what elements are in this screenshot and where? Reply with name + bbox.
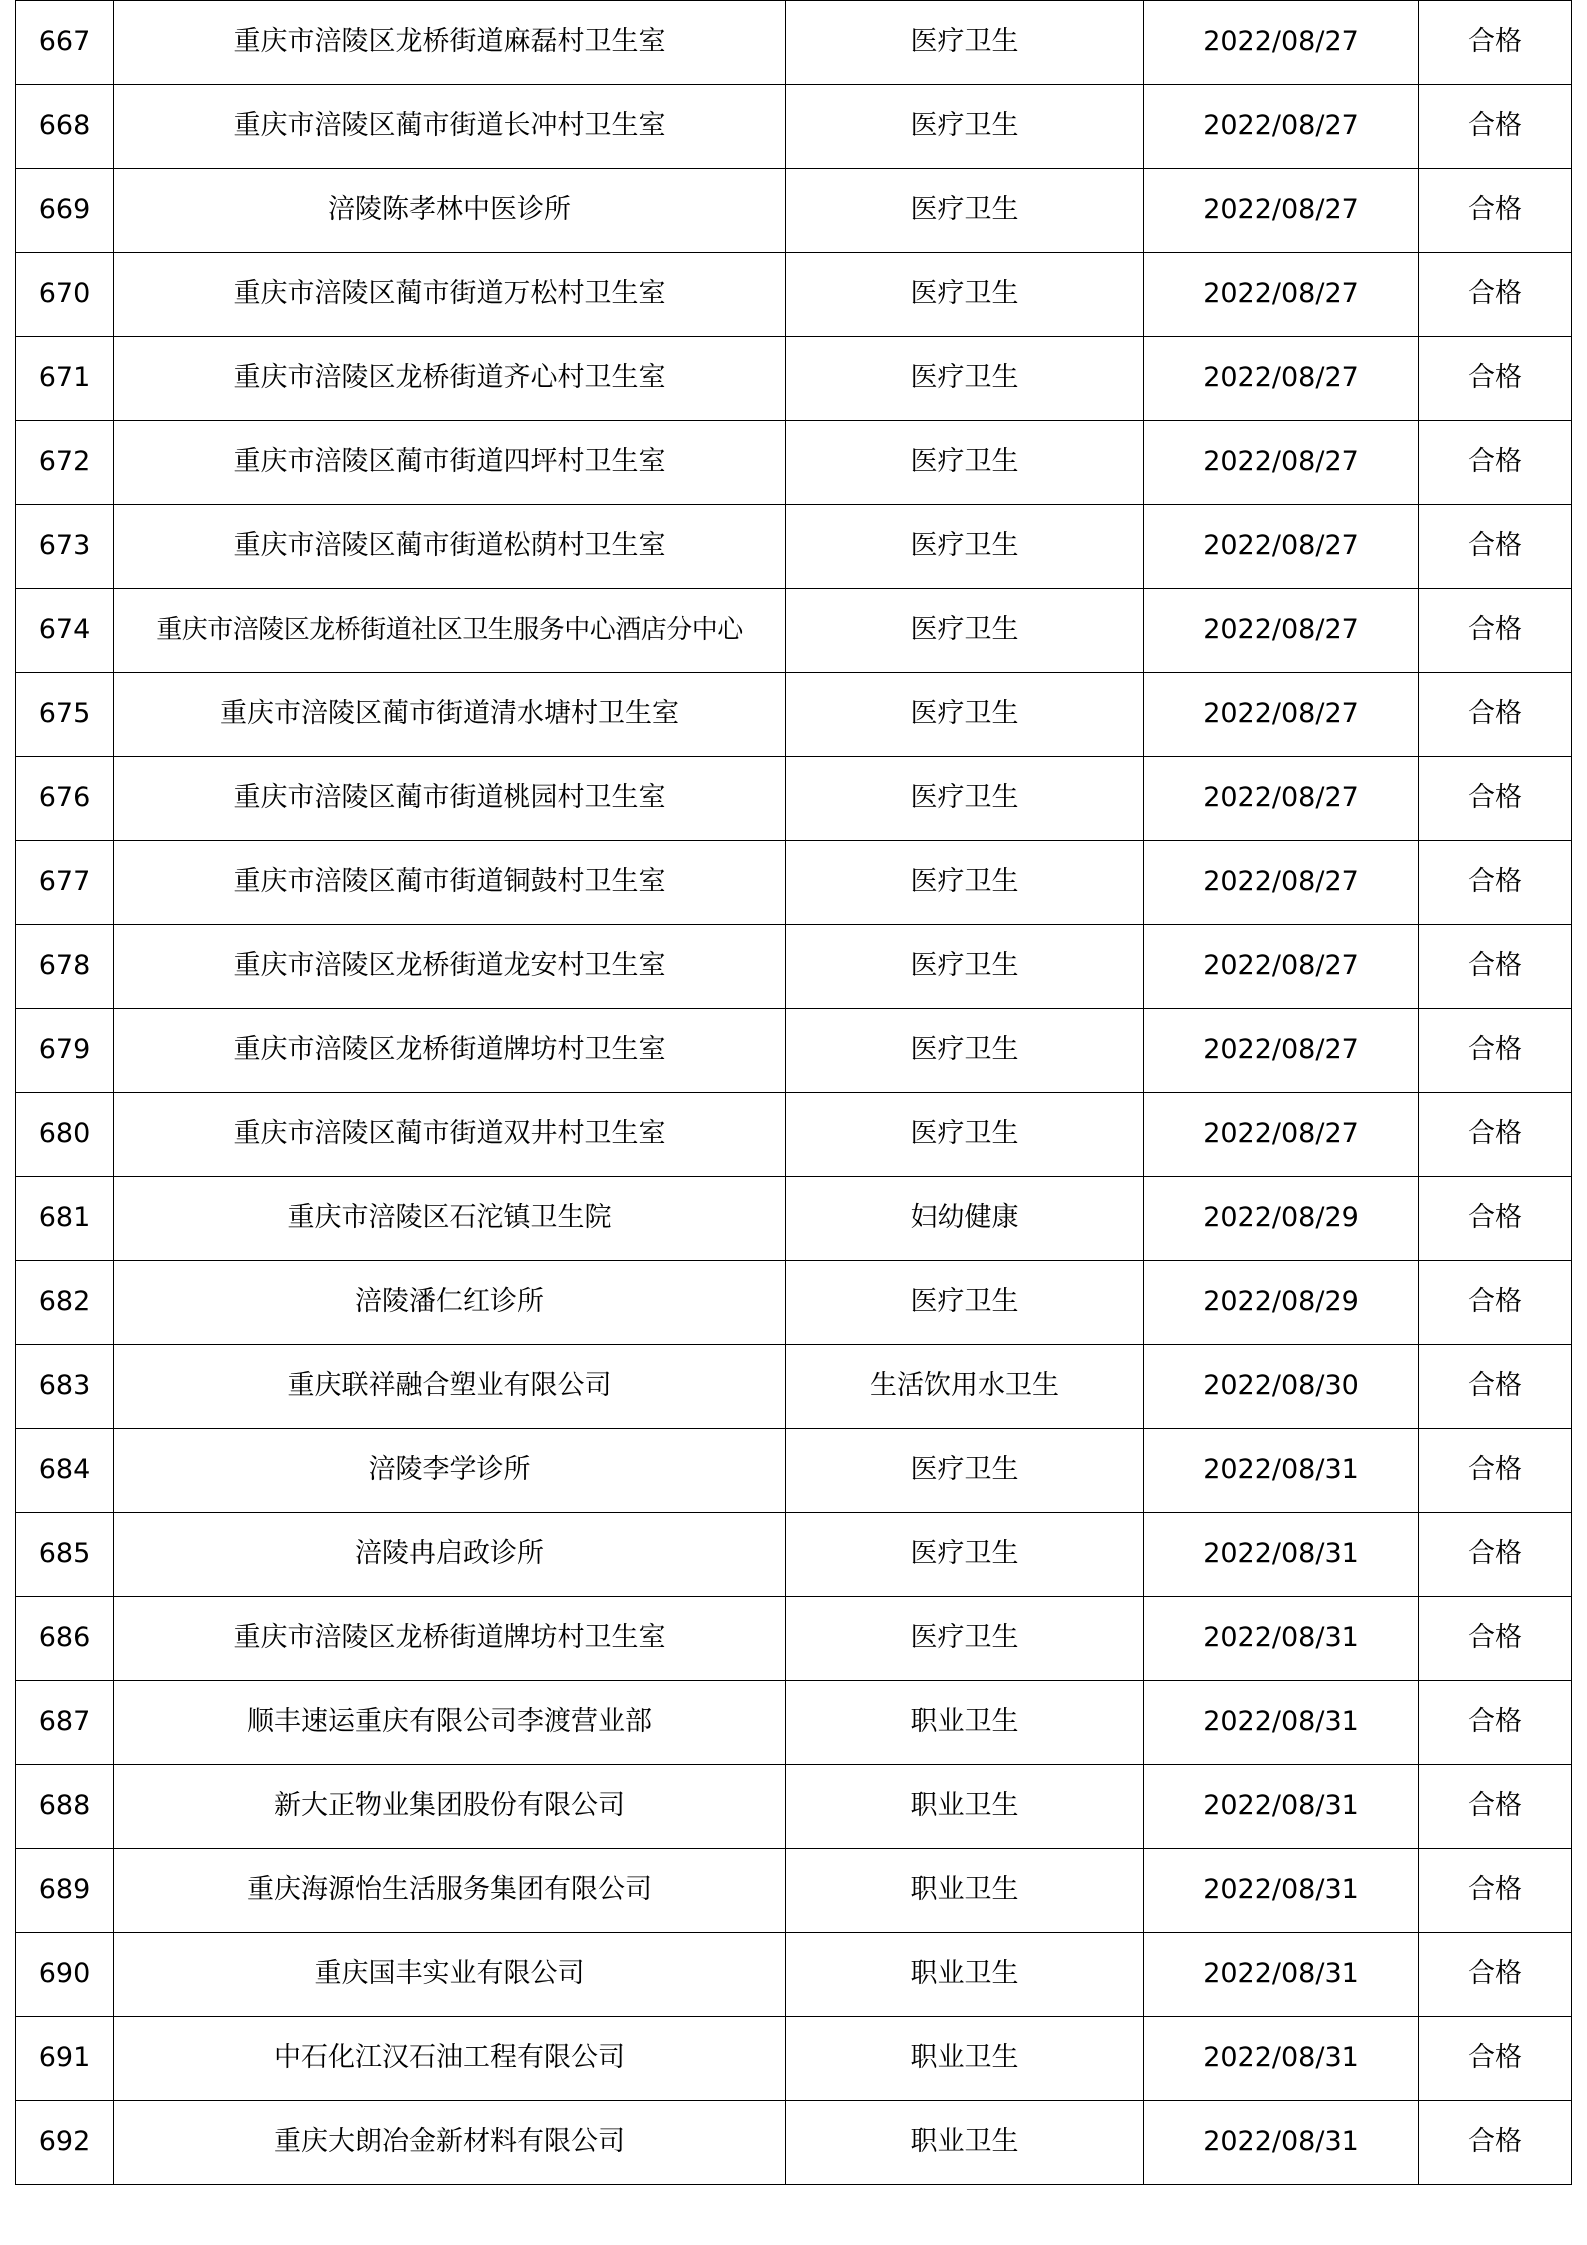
table-row (16, 2101, 1572, 2185)
organization-name-cell: 重庆市涪陵区龙桥街道牌坊村卫生室 (114, 1597, 786, 1681)
inspection-date-cell: 2022/08/31 (1144, 1681, 1419, 1765)
organization-name-cell: 新大正物业集团股份有限公司 (114, 1765, 786, 1849)
table-row (16, 1261, 1572, 1345)
organization-name-cell: 重庆市涪陵区蔺市街道四坪村卫生室 (114, 421, 786, 505)
inspection-date-cell: 2022/08/27 (1144, 589, 1419, 673)
category-cell: 医疗卫生 (786, 925, 1144, 1009)
organization-name-cell: 中石化江汉石油工程有限公司 (114, 2017, 786, 2101)
serial-number-cell: 687 (16, 1681, 114, 1765)
category-cell: 医疗卫生 (786, 253, 1144, 337)
result-cell: 合格 (1419, 1429, 1572, 1513)
serial-number-cell: 674 (16, 589, 114, 673)
result-cell: 合格 (1419, 337, 1572, 421)
category-cell: 医疗卫生 (786, 505, 1144, 589)
result-cell: 合格 (1419, 85, 1572, 169)
table-row (16, 1513, 1572, 1597)
category-cell: 职业卫生 (786, 1765, 1144, 1849)
serial-number-cell: 673 (16, 505, 114, 589)
table-row (16, 757, 1572, 841)
organization-name-cell: 重庆市涪陵区龙桥街道齐心村卫生室 (114, 337, 786, 421)
inspection-date-cell: 2022/08/31 (1144, 1933, 1419, 2017)
table-row (16, 1009, 1572, 1093)
category-cell: 职业卫生 (786, 2101, 1144, 2185)
inspection-records-table (15, 0, 1572, 2185)
category-cell: 职业卫生 (786, 1849, 1144, 1933)
category-cell: 职业卫生 (786, 1933, 1144, 2017)
organization-name-cell: 涪陵冉启政诊所 (114, 1513, 786, 1597)
serial-number-cell: 692 (16, 2101, 114, 2185)
category-cell: 医疗卫生 (786, 421, 1144, 505)
organization-name-cell: 重庆联祥融合塑业有限公司 (114, 1345, 786, 1429)
inspection-date-cell: 2022/08/31 (1144, 1765, 1419, 1849)
category-cell: 医疗卫生 (786, 1261, 1144, 1345)
result-cell: 合格 (1419, 169, 1572, 253)
result-cell: 合格 (1419, 925, 1572, 1009)
inspection-date-cell: 2022/08/27 (1144, 253, 1419, 337)
result-cell: 合格 (1419, 1933, 1572, 2017)
inspection-date-cell: 2022/08/31 (1144, 2101, 1419, 2185)
inspection-date-cell: 2022/08/29 (1144, 1177, 1419, 1261)
inspection-date-cell: 2022/08/27 (1144, 505, 1419, 589)
inspection-date-cell: 2022/08/30 (1144, 1345, 1419, 1429)
organization-name-cell: 重庆市涪陵区龙桥街道牌坊村卫生室 (114, 1009, 786, 1093)
table-row (16, 1, 1572, 85)
table-row (16, 1849, 1572, 1933)
serial-number-cell: 667 (16, 1, 114, 85)
serial-number-cell: 689 (16, 1849, 114, 1933)
category-cell: 医疗卫生 (786, 841, 1144, 925)
serial-number-cell: 669 (16, 169, 114, 253)
result-cell: 合格 (1419, 253, 1572, 337)
serial-number-cell: 690 (16, 1933, 114, 2017)
result-cell: 合格 (1419, 1849, 1572, 1933)
table-row (16, 421, 1572, 505)
result-cell: 合格 (1419, 1093, 1572, 1177)
inspection-date-cell: 2022/08/31 (1144, 2017, 1419, 2101)
serial-number-cell: 688 (16, 1765, 114, 1849)
category-cell: 医疗卫生 (786, 337, 1144, 421)
category-cell: 医疗卫生 (786, 1009, 1144, 1093)
table-row (16, 1345, 1572, 1429)
inspection-date-cell: 2022/08/27 (1144, 337, 1419, 421)
organization-name-cell: 重庆市涪陵区龙桥街道社区卫生服务中心酒店分中心 (114, 589, 786, 673)
organization-name-cell: 重庆国丰实业有限公司 (114, 1933, 786, 2017)
category-cell: 妇幼健康 (786, 1177, 1144, 1261)
organization-name-cell: 重庆市涪陵区蔺市街道松荫村卫生室 (114, 505, 786, 589)
serial-number-cell: 682 (16, 1261, 114, 1345)
category-cell: 医疗卫生 (786, 85, 1144, 169)
organization-name-cell: 重庆市涪陵区石沱镇卫生院 (114, 1177, 786, 1261)
inspection-date-cell: 2022/08/27 (1144, 85, 1419, 169)
table-row (16, 1093, 1572, 1177)
organization-name-cell: 顺丰速运重庆有限公司李渡营业部 (114, 1681, 786, 1765)
result-cell: 合格 (1419, 2101, 1572, 2185)
serial-number-cell: 668 (16, 85, 114, 169)
result-cell: 合格 (1419, 421, 1572, 505)
serial-number-cell: 671 (16, 337, 114, 421)
organization-name-cell: 重庆市涪陵区蔺市街道长冲村卫生室 (114, 85, 786, 169)
table-row (16, 1765, 1572, 1849)
serial-number-cell: 681 (16, 1177, 114, 1261)
category-cell: 医疗卫生 (786, 169, 1144, 253)
category-cell: 医疗卫生 (786, 1093, 1144, 1177)
inspection-date-cell: 2022/08/27 (1144, 1, 1419, 85)
table-row (16, 1429, 1572, 1513)
serial-number-cell: 691 (16, 2017, 114, 2101)
organization-name-cell: 涪陵潘仁红诊所 (114, 1261, 786, 1345)
result-cell: 合格 (1419, 1765, 1572, 1849)
table-row (16, 253, 1572, 337)
result-cell: 合格 (1419, 505, 1572, 589)
organization-name-cell: 重庆市涪陵区蔺市街道万松村卫生室 (114, 253, 786, 337)
table-row (16, 85, 1572, 169)
serial-number-cell: 685 (16, 1513, 114, 1597)
category-cell: 医疗卫生 (786, 1429, 1144, 1513)
serial-number-cell: 684 (16, 1429, 114, 1513)
inspection-date-cell: 2022/08/27 (1144, 757, 1419, 841)
category-cell: 生活饮用水卫生 (786, 1345, 1144, 1429)
category-cell: 职业卫生 (786, 2017, 1144, 2101)
table-body (16, 1, 1572, 2185)
result-cell: 合格 (1419, 1597, 1572, 1681)
result-cell: 合格 (1419, 1513, 1572, 1597)
category-cell: 医疗卫生 (786, 1597, 1144, 1681)
category-cell: 医疗卫生 (786, 673, 1144, 757)
category-cell: 职业卫生 (786, 1681, 1144, 1765)
serial-number-cell: 676 (16, 757, 114, 841)
table-row (16, 841, 1572, 925)
serial-number-cell: 672 (16, 421, 114, 505)
organization-name-cell: 重庆市涪陵区龙桥街道龙安村卫生室 (114, 925, 786, 1009)
inspection-date-cell: 2022/08/27 (1144, 673, 1419, 757)
category-cell: 医疗卫生 (786, 1513, 1144, 1597)
result-cell: 合格 (1419, 1345, 1572, 1429)
inspection-date-cell: 2022/08/27 (1144, 169, 1419, 253)
table-row (16, 505, 1572, 589)
serial-number-cell: 683 (16, 1345, 114, 1429)
table-row (16, 925, 1572, 1009)
table-row (16, 673, 1572, 757)
organization-name-cell: 涪陵陈孝林中医诊所 (114, 169, 786, 253)
inspection-date-cell: 2022/08/29 (1144, 1261, 1419, 1345)
organization-name-cell: 重庆市涪陵区蔺市街道双井村卫生室 (114, 1093, 786, 1177)
table-row (16, 2017, 1572, 2101)
inspection-date-cell: 2022/08/27 (1144, 421, 1419, 505)
serial-number-cell: 679 (16, 1009, 114, 1093)
serial-number-cell: 670 (16, 253, 114, 337)
organization-name-cell: 重庆市涪陵区蔺市街道铜鼓村卫生室 (114, 841, 786, 925)
organization-name-cell: 重庆市涪陵区龙桥街道麻磊村卫生室 (114, 1, 786, 85)
organization-name-cell: 重庆市涪陵区蔺市街道桃园村卫生室 (114, 757, 786, 841)
serial-number-cell: 678 (16, 925, 114, 1009)
organization-name-cell: 重庆市涪陵区蔺市街道清水塘村卫生室 (114, 673, 786, 757)
table-row (16, 169, 1572, 253)
inspection-date-cell: 2022/08/31 (1144, 1429, 1419, 1513)
category-cell: 医疗卫生 (786, 757, 1144, 841)
inspection-date-cell: 2022/08/31 (1144, 1849, 1419, 1933)
table-row (16, 1597, 1572, 1681)
inspection-date-cell: 2022/08/31 (1144, 1597, 1419, 1681)
inspection-date-cell: 2022/08/27 (1144, 1009, 1419, 1093)
table-row (16, 1933, 1572, 2017)
result-cell: 合格 (1419, 1681, 1572, 1765)
result-cell: 合格 (1419, 2017, 1572, 2101)
category-cell: 医疗卫生 (786, 589, 1144, 673)
inspection-date-cell: 2022/08/27 (1144, 841, 1419, 925)
inspection-date-cell: 2022/08/31 (1144, 1513, 1419, 1597)
table-row (16, 337, 1572, 421)
table-row (16, 1177, 1572, 1261)
inspection-date-cell: 2022/08/27 (1144, 925, 1419, 1009)
serial-number-cell: 686 (16, 1597, 114, 1681)
result-cell: 合格 (1419, 1009, 1572, 1093)
result-cell: 合格 (1419, 757, 1572, 841)
organization-name-cell: 重庆海源怡生活服务集团有限公司 (114, 1849, 786, 1933)
result-cell: 合格 (1419, 673, 1572, 757)
result-cell: 合格 (1419, 1177, 1572, 1261)
result-cell: 合格 (1419, 841, 1572, 925)
inspection-date-cell: 2022/08/27 (1144, 1093, 1419, 1177)
table-row (16, 589, 1572, 673)
serial-number-cell: 675 (16, 673, 114, 757)
result-cell: 合格 (1419, 1261, 1572, 1345)
category-cell: 医疗卫生 (786, 1, 1144, 85)
serial-number-cell: 680 (16, 1093, 114, 1177)
serial-number-cell: 677 (16, 841, 114, 925)
document-page (15, 0, 1571, 2185)
result-cell: 合格 (1419, 589, 1572, 673)
result-cell: 合格 (1419, 1, 1572, 85)
organization-name-cell: 涪陵李学诊所 (114, 1429, 786, 1513)
table-row (16, 1681, 1572, 1765)
organization-name-cell: 重庆大朗冶金新材料有限公司 (114, 2101, 786, 2185)
